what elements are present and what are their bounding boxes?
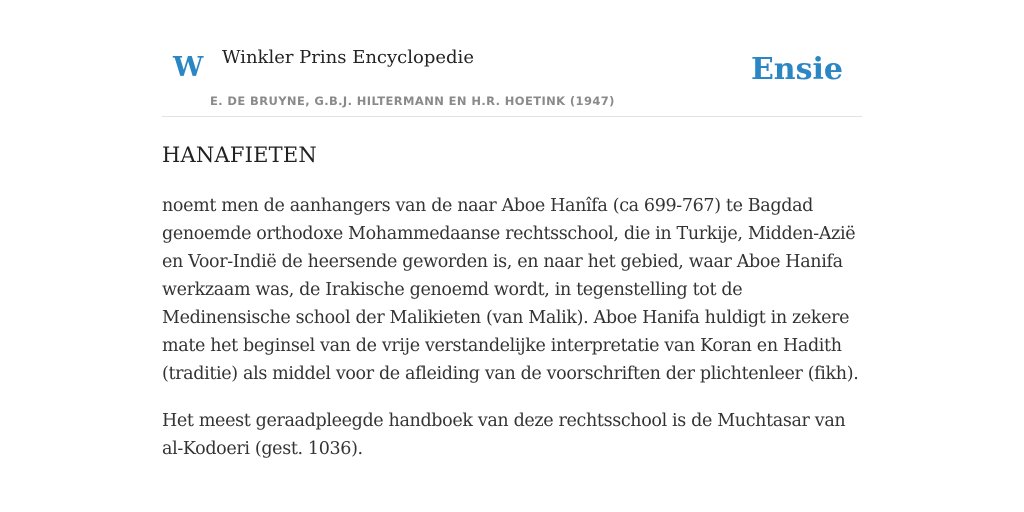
winkler-prins-logo[interactable]: W	[173, 52, 204, 83]
entry-paragraph: Het meest geraadpleegde handboek van deze rechtsschool is de Muchtasar van al-Kodoeri (gest. 1036).	[162, 411, 846, 459]
site-title[interactable]: Winkler Prins Encyclopedie	[222, 47, 474, 68]
entry-title: HANAFIETEN	[162, 143, 317, 167]
ensie-logo[interactable]: Ensie	[750, 52, 843, 87]
content-container	[162, 0, 862, 459]
header	[162, 0, 862, 117]
entry-body	[162, 192, 862, 482]
entry-paragraph: noemt men de aanhangers van de naar Aboe Hanîfa (ca 699-767) te Bagdad genoemde orthodoxe Mohammedaanse rechtsschool, die in Turkije, Midden-Azië en Voor-Indië de heersende geworden is, en naar het gebied, waar Aboe Hanifa werkzaam was, de Irakische genoemd wordt, in tegenstelling tot de Medinensische school der Malikieten (van Malik). Aboe Hanifa huldigt in zekere mate het beginsel van de vrije verstandelijke interpretatie van Koran en Hadith (traditie) als middel voor de afleiding van de voorschriften der plichtenleer (fikh).	[162, 196, 859, 384]
authors-line: E. DE BRUYNE, G.B.J. HILTERMANN EN H.R. HOETINK (1947)	[210, 94, 615, 108]
